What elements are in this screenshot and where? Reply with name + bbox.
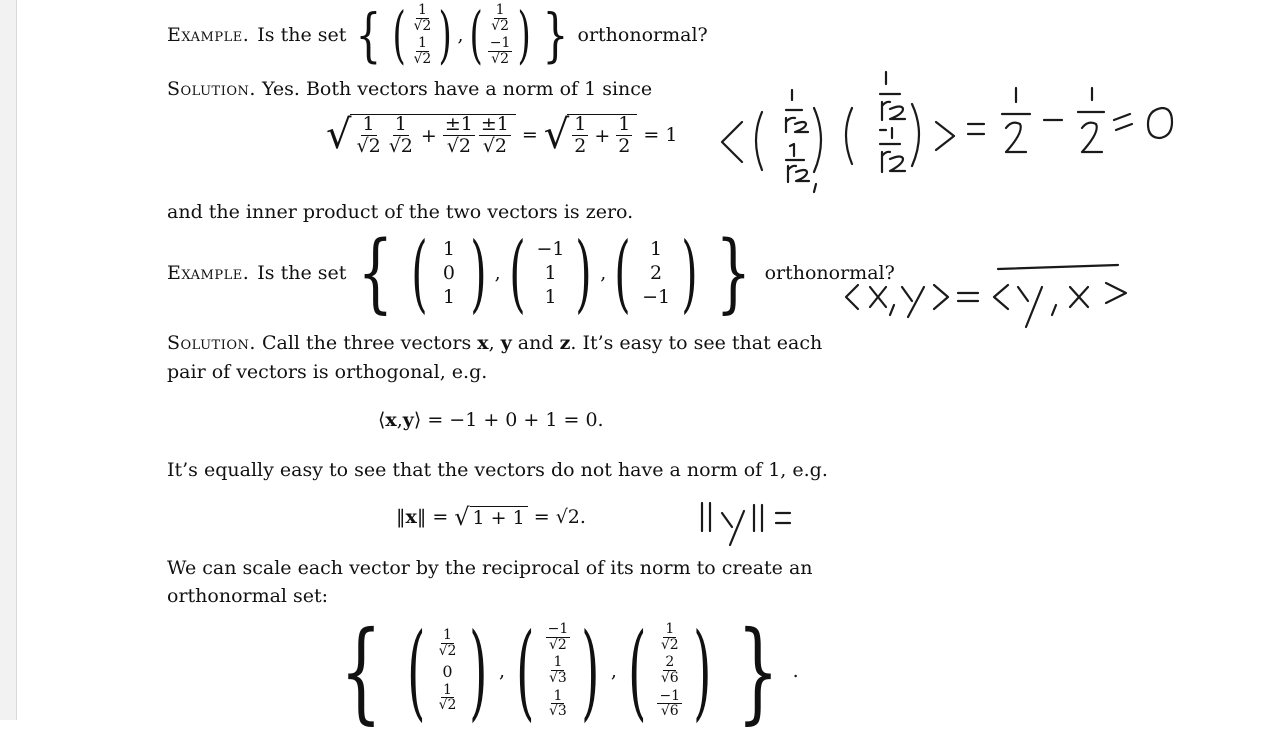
- solution-label: Solution.: [167, 78, 256, 100]
- frac-den: √6: [660, 670, 679, 687]
- frac-num: 2: [665, 654, 675, 671]
- handwritten-inner-product: [700, 60, 1190, 200]
- var-y: y: [402, 409, 414, 431]
- frac-num: 1: [553, 654, 563, 671]
- right-brace: }: [715, 223, 752, 323]
- var-z: z: [559, 332, 571, 354]
- comma: ,: [457, 24, 464, 47]
- vector-2: [488, 2, 513, 68]
- frac-num: 1: [553, 687, 563, 704]
- equation-rhs: = −1 + 0 + 1 = 0.: [427, 409, 604, 431]
- comma: ,: [610, 660, 617, 682]
- vector-entry: 1: [442, 238, 455, 260]
- frac-den: √2: [438, 697, 457, 714]
- frac-den: √2: [446, 134, 471, 157]
- vector-entry: 1: [544, 262, 557, 284]
- norm-x-equation: [396, 503, 586, 531]
- frac-den: √2: [660, 637, 679, 654]
- equals-sign: =: [643, 124, 660, 147]
- result-value: 1: [665, 124, 678, 147]
- frac-num: 1: [362, 113, 375, 135]
- equation-end: = √2.: [533, 506, 586, 528]
- sqrt-sign: √: [326, 112, 352, 159]
- v2-a-num: 1: [495, 2, 505, 18]
- left-paren: (: [628, 610, 647, 732]
- norm-bar-right: ‖: [416, 506, 427, 528]
- var-x: x: [385, 409, 397, 431]
- vector-1: [411, 2, 433, 68]
- left-paren: (: [392, 0, 407, 72]
- handwritten-conjugate-symmetry: [830, 255, 1150, 335]
- sqrt-sign: √: [454, 503, 470, 531]
- v1-a-num: 1: [417, 2, 427, 18]
- vector-entry: −1: [536, 238, 565, 260]
- frac-den: √2: [356, 134, 381, 157]
- var-y: y: [500, 332, 512, 354]
- period: .: [792, 660, 799, 682]
- left-paren: (: [516, 610, 535, 732]
- v2-b-den: √2: [491, 50, 509, 67]
- frac-den: √2: [438, 643, 457, 660]
- orthogonal-line: pair of vectors is orthogonal, e.g.: [167, 361, 488, 383]
- norm-bar-left: ‖: [396, 506, 406, 528]
- scale-line: We can scale each vector by the reciprocal of its norm to create an: [167, 557, 813, 579]
- left-paren: (: [407, 610, 426, 732]
- comma: ,: [498, 660, 506, 682]
- frac-num: 1: [618, 113, 631, 135]
- left-brace: {: [340, 607, 382, 735]
- equals-sign: =: [432, 506, 449, 528]
- equals-sign: =: [521, 124, 538, 147]
- left-paren: (: [411, 224, 428, 322]
- solution-text: Yes. Both vectors have a norm of 1 since: [261, 78, 653, 100]
- left-paren: (: [508, 224, 526, 322]
- plus-sign: +: [420, 124, 437, 147]
- v2-b-num: −1: [489, 35, 511, 52]
- right-paren: ): [470, 224, 487, 322]
- inner-product-equation: [378, 409, 604, 432]
- comma: ,: [396, 409, 403, 431]
- var-x: x: [405, 506, 417, 528]
- question-start: Is the set: [257, 24, 347, 47]
- example-label: Example.: [167, 24, 250, 47]
- radicand-2: [567, 114, 637, 157]
- final-vector-2: [546, 621, 571, 720]
- frac-num: 1: [394, 113, 407, 135]
- example-1: [167, 0, 708, 72]
- vector-entry: 1: [442, 286, 455, 308]
- frac-num: 1: [443, 627, 452, 644]
- orthonormal-set-line: orthonormal set:: [167, 585, 329, 607]
- solution-text: Call the three vectors: [261, 332, 472, 354]
- frac-num: −1: [547, 621, 569, 638]
- right-paren: ): [469, 610, 488, 732]
- frac-den: √2: [388, 134, 413, 157]
- frac-den: √3: [549, 670, 567, 687]
- vector-x: [436, 237, 462, 309]
- frac-num: −1: [659, 687, 681, 704]
- frac-den: 2: [574, 134, 587, 157]
- sqrt-sign: √: [543, 112, 570, 159]
- right-brace: }: [736, 607, 779, 735]
- left-paren: (: [614, 224, 631, 322]
- norm-line: It’s equally easy to see that the vectors do not have a norm of 1, e.g.: [167, 459, 828, 481]
- solution-2-line: [167, 332, 822, 355]
- right-paren: ): [693, 610, 712, 732]
- frac-den: √2: [549, 637, 567, 654]
- vector-entry: 2: [650, 262, 663, 284]
- right-paren: ): [517, 0, 532, 72]
- vector-y: [533, 237, 567, 309]
- left-margin-bar: [0, 0, 17, 720]
- frac-num: 1: [665, 621, 675, 638]
- frac-num: 1: [574, 113, 587, 135]
- frac-den: √3: [549, 703, 567, 720]
- frac-den: 2: [618, 134, 631, 157]
- left-brace: {: [355, 1, 382, 70]
- left-brace: {: [357, 223, 394, 323]
- frac-num: ±1: [480, 113, 509, 135]
- question-start: Is the set: [257, 262, 347, 284]
- comma: ,: [600, 262, 607, 284]
- solution-1-line: [167, 78, 652, 101]
- var-x: x: [477, 332, 489, 354]
- left-angle: ⟨: [378, 409, 386, 431]
- frac-den: √6: [660, 703, 679, 720]
- right-paren: ): [438, 0, 453, 72]
- plus-sign: +: [594, 124, 611, 147]
- example-2: [167, 223, 895, 323]
- v1-b-den: √2: [413, 50, 432, 67]
- vector-entry: −1: [642, 286, 671, 308]
- vector-z: [639, 237, 673, 309]
- comma: ,: [494, 262, 501, 284]
- vector-entry: 0: [442, 262, 455, 284]
- vector-entry: 0: [442, 661, 453, 681]
- right-paren: ): [681, 224, 698, 322]
- right-paren: ): [575, 224, 593, 322]
- solution-text: . It’s easy to see that each: [570, 332, 823, 354]
- final-orthonormal-set: [326, 607, 799, 735]
- question-end: orthonormal?: [577, 24, 708, 47]
- final-vector-1: [437, 627, 459, 714]
- vector-entry: 1: [544, 286, 557, 308]
- v1-b-num: 1: [417, 35, 427, 52]
- solution-label: Solution.: [167, 332, 256, 354]
- radicand: [350, 114, 516, 157]
- left-paren: (: [469, 0, 483, 72]
- comma: ,: [488, 332, 495, 354]
- right-brace: }: [542, 1, 568, 70]
- norm-equation: [326, 114, 677, 157]
- v1-a-den: √2: [413, 17, 432, 34]
- vector-entry: 1: [650, 238, 663, 260]
- handwritten-norm-y: [690, 495, 800, 555]
- inner-product-line: and the inner product of the two vectors is zero.: [167, 201, 634, 223]
- question-end: orthonormal?: [764, 262, 895, 284]
- frac-num: ±1: [444, 113, 473, 135]
- radicand: 1 + 1: [470, 506, 528, 529]
- frac-den: √2: [482, 134, 507, 157]
- v2-a-den: √2: [491, 17, 509, 34]
- final-vector-3: [657, 621, 682, 720]
- and-word: and: [517, 332, 554, 354]
- right-paren: ): [581, 610, 600, 732]
- right-angle: ⟩: [413, 409, 422, 431]
- frac-num: 1: [443, 681, 452, 698]
- example-label: Example.: [167, 262, 250, 284]
